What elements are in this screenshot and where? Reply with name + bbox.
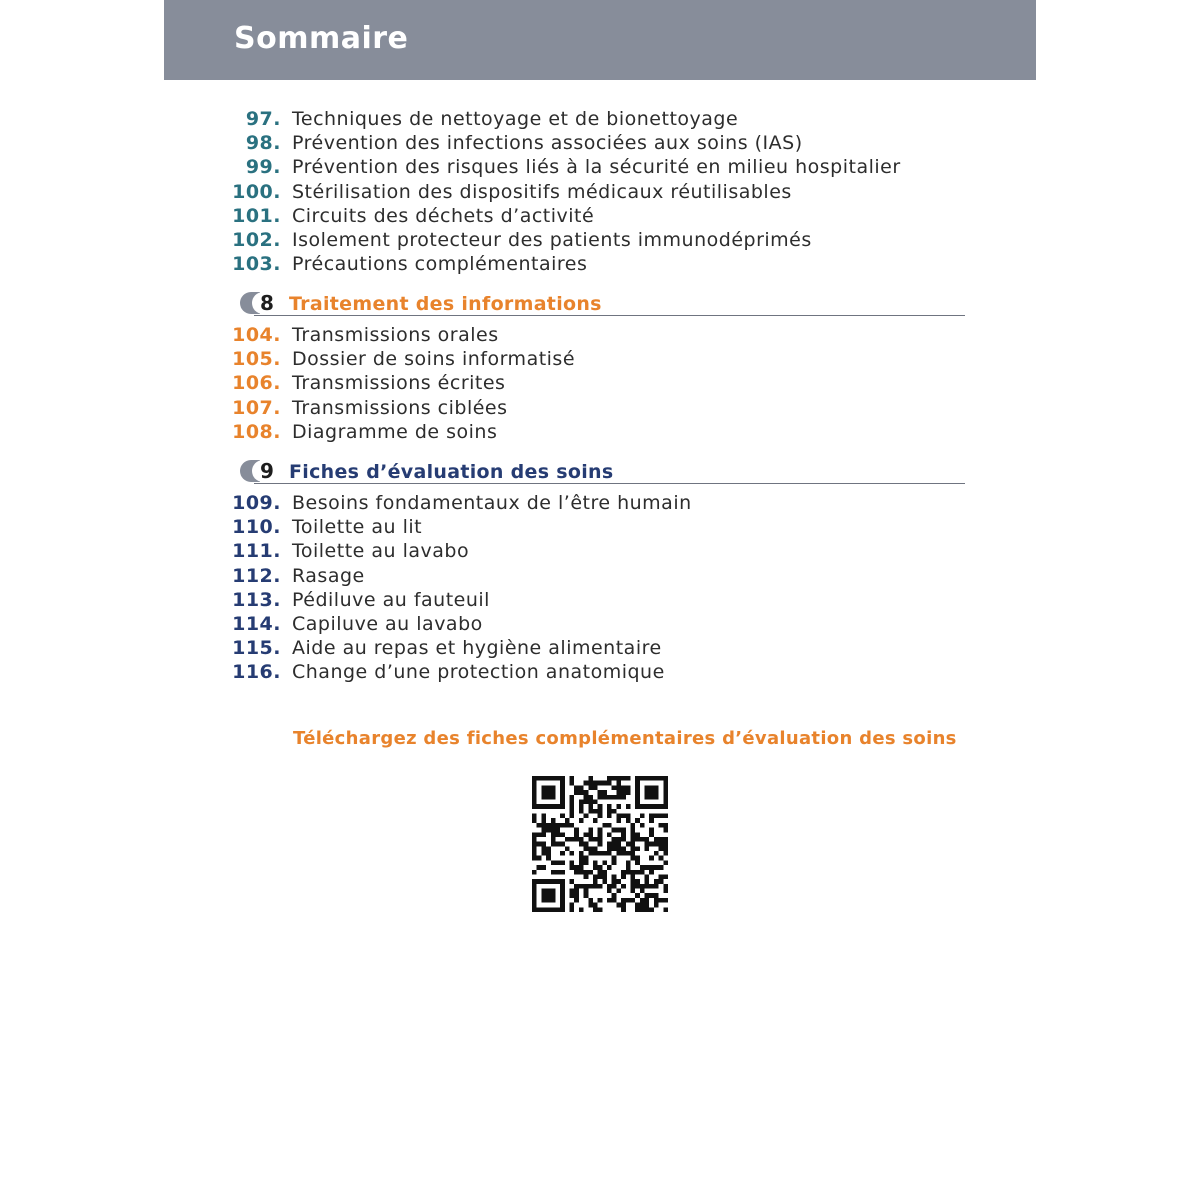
toc-item-number: 109. bbox=[232, 492, 281, 514]
toc-item[interactable] bbox=[164, 396, 1036, 420]
toc-item[interactable] bbox=[164, 155, 1036, 179]
toc-item[interactable] bbox=[164, 420, 1036, 444]
toc-item[interactable] bbox=[164, 515, 1036, 539]
toc-item[interactable] bbox=[164, 228, 1036, 252]
toc-item-title: Précautions complémentaires bbox=[292, 253, 588, 276]
toc-list-section8 bbox=[164, 323, 1036, 444]
toc-item-title: Transmissions orales bbox=[292, 324, 499, 346]
page-title: Sommaire bbox=[234, 21, 409, 56]
toc-item-title: Capiluve au lavabo bbox=[292, 612, 483, 635]
toc-item-title: Toilette au lit bbox=[292, 516, 423, 539]
toc-item[interactable] bbox=[164, 371, 1036, 395]
toc-item-number: 106. bbox=[232, 372, 281, 395]
toc-item[interactable] bbox=[164, 180, 1036, 204]
toc-item-title: Circuits des déchets d’activité bbox=[292, 204, 595, 227]
section-number: 8 bbox=[260, 291, 274, 315]
toc-item-title: Transmissions écrites bbox=[292, 372, 506, 395]
toc-item-title: Stérilisation des dispositifs médicaux réutilisables bbox=[292, 180, 792, 203]
toc-item-title: Prévention des risques liés à la sécurité en milieu hospitalier bbox=[292, 156, 901, 179]
toc-item[interactable] bbox=[164, 636, 1036, 660]
toc-item-number: 99. bbox=[245, 156, 281, 179]
toc-item[interactable] bbox=[164, 347, 1036, 371]
section-header-9 bbox=[240, 460, 965, 486]
toc-item-title: Prévention des infections associées aux soins (IAS) bbox=[292, 132, 803, 155]
toc-item-number: 107. bbox=[232, 396, 281, 419]
toc-item-number: 102. bbox=[232, 228, 281, 251]
toc-item[interactable] bbox=[164, 564, 1036, 588]
toc-item-title: Transmissions ciblées bbox=[292, 396, 508, 419]
toc-item-number: 115. bbox=[232, 637, 281, 660]
toc-item-number: 103. bbox=[232, 253, 281, 276]
toc-item-number: 100. bbox=[232, 180, 281, 203]
section-divider bbox=[254, 483, 965, 484]
toc-item[interactable] bbox=[164, 131, 1036, 155]
toc-item-title: Toilette au lavabo bbox=[292, 540, 470, 563]
toc-item[interactable] bbox=[164, 612, 1036, 636]
toc-item-number: 105. bbox=[232, 348, 281, 371]
qr-code-icon[interactable] bbox=[532, 776, 668, 912]
toc-page bbox=[164, 0, 1036, 1200]
toc-item[interactable] bbox=[164, 107, 1036, 131]
toc-item[interactable] bbox=[164, 204, 1036, 228]
section-title[interactable]: Fiches d’évaluation des soins bbox=[289, 461, 614, 483]
toc-list-section9 bbox=[164, 491, 1036, 685]
toc-item-number: 111. bbox=[232, 540, 281, 563]
download-link[interactable]: Téléchargez des fiches complémentaires d’évaluation des soins bbox=[293, 728, 957, 749]
toc-item-number: 116. bbox=[232, 661, 281, 684]
toc-item-title: Change d’une protection anatomique bbox=[292, 661, 665, 684]
toc-item-number: 104. bbox=[232, 324, 281, 346]
toc-item[interactable] bbox=[164, 323, 1036, 347]
toc-item-title: Isolement protecteur des patients immunodéprimés bbox=[292, 228, 812, 251]
section-number: 9 bbox=[260, 459, 274, 483]
section-title[interactable]: Traitement des informations bbox=[289, 293, 602, 315]
section-divider bbox=[254, 315, 965, 316]
toc-item-title: Techniques de nettoyage et de bionettoyage bbox=[292, 108, 739, 130]
toc-item[interactable] bbox=[164, 539, 1036, 563]
toc-item-number: 110. bbox=[232, 516, 281, 539]
toc-item[interactable] bbox=[164, 660, 1036, 684]
toc-item[interactable] bbox=[164, 491, 1036, 515]
toc-list-group7 bbox=[164, 107, 1036, 276]
toc-item-title: Pédiluve au fauteuil bbox=[292, 588, 490, 611]
toc-item-number: 112. bbox=[232, 564, 281, 587]
toc-item-number: 98. bbox=[245, 132, 281, 155]
toc-item[interactable] bbox=[164, 588, 1036, 612]
page-header bbox=[164, 0, 1036, 80]
toc-item-title: Rasage bbox=[292, 564, 365, 587]
toc-item-title: Diagramme de soins bbox=[292, 420, 498, 443]
section-header-8 bbox=[240, 292, 965, 318]
toc-item-number: 108. bbox=[232, 420, 281, 443]
toc-item-title: Dossier de soins informatisé bbox=[292, 348, 576, 371]
toc-item[interactable] bbox=[164, 252, 1036, 276]
toc-item-number: 113. bbox=[232, 588, 281, 611]
toc-item-number: 97. bbox=[245, 108, 281, 130]
toc-item-number: 101. bbox=[232, 204, 281, 227]
toc-item-number: 114. bbox=[232, 612, 281, 635]
toc-item-title: Aide au repas et hygiène alimentaire bbox=[292, 637, 662, 660]
toc-item-title: Besoins fondamentaux de l’être humain bbox=[292, 492, 692, 514]
